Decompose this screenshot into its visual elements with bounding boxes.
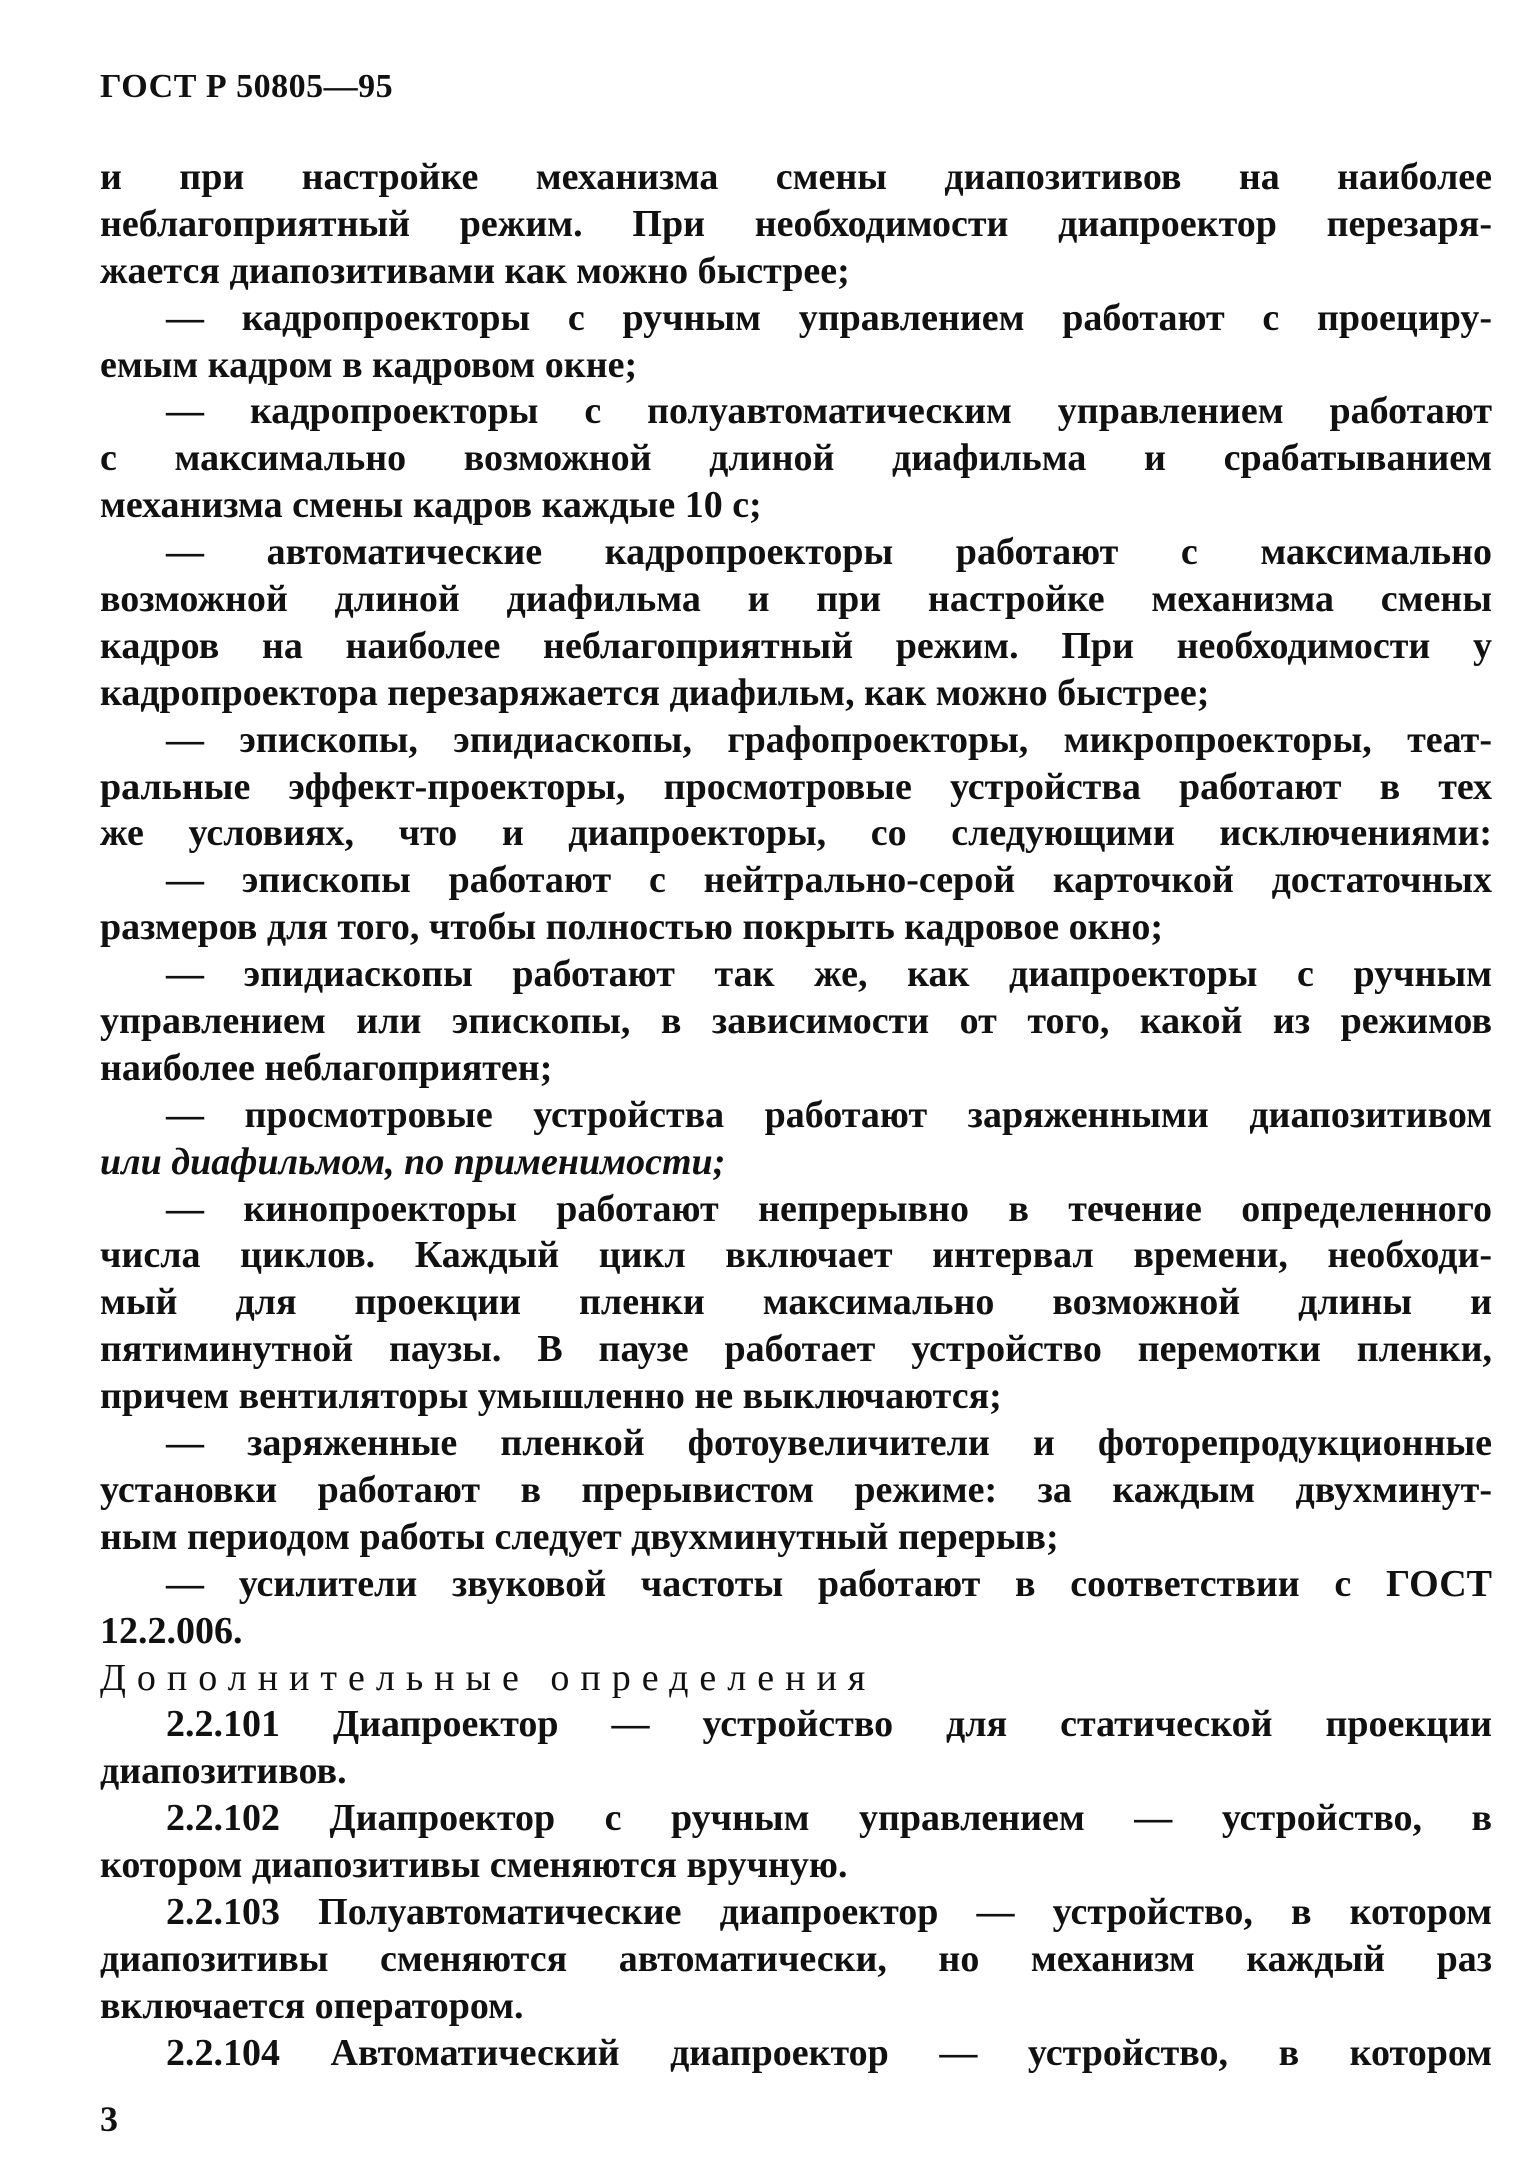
page-number: 3: [100, 2099, 118, 2139]
text-line: управлением или эпископы, в зависимости от того, какой из режимов: [100, 1000, 1492, 1043]
text-line: механизма смены кадров каждые 10 с;: [100, 484, 762, 527]
text-line: возможной длиной диафильма и при настройке механизма смены: [100, 578, 1492, 621]
text-line: 12.2.006.: [100, 1609, 243, 1652]
text-line: мый для проекции пленки максимально возможной длины и: [100, 1281, 1492, 1324]
text-line: же условиях, что и диапроекторы, со следующими исключениями:: [100, 812, 1492, 855]
text-line: кадров на наиболее неблагоприятный режим. При необходимости у: [100, 624, 1492, 667]
text-line: — кадропроекторы с полуавтоматическим управлением работают: [166, 390, 1492, 433]
text-line: наиболее неблагоприятен;: [100, 1046, 553, 1089]
text-line: — эпископы работают с нейтрально-серой карточкой достаточных: [166, 859, 1492, 902]
text-line: числа циклов. Каждый цикл включает интервал времени, необходи-: [100, 1234, 1492, 1277]
text-line: жается диапозитивами как можно быстрее;: [100, 249, 850, 292]
document-header: ГОСТ Р 50805—95: [100, 68, 394, 105]
text-line: 2.2.101 Диапроектор — устройство для статической проекции: [166, 1703, 1492, 1746]
text-line: 2.2.104 Автоматический диапроектор — устройство, в котором: [166, 2031, 1492, 2074]
text-line: 2.2.103 Полуавтоматические диапроектор — устройство, в котором: [166, 1890, 1492, 1933]
text-line: — автоматические кадропроекторы работают с максимально: [166, 531, 1492, 574]
text-line: и при настройке механизма смены диапозитивов на наиболее: [100, 156, 1492, 198]
text-line: — просмотровые устройства работают заряженными диапозитивом: [166, 1093, 1492, 1136]
text-line: — заряженные пленкой фотоувеличители и фоторепродукционные: [166, 1422, 1492, 1465]
section-heading: Дополнительные определения: [100, 1656, 877, 1699]
text-line: с максимально возможной длиной диафильма и срабатыванием: [100, 437, 1492, 480]
text-line: пятиминутной паузы. В паузе работает устройство перемотки пленки,: [100, 1328, 1492, 1371]
text-line: ным периодом работы следует двухминутный перерыв;: [100, 1515, 1059, 1558]
text-line: емым кадром в кадровом окне;: [100, 343, 638, 386]
text-line: — усилители звуковой частоты работают в соответствии с ГОСТ: [166, 1562, 1492, 1605]
text-line: или диафильмом, по применимости;: [100, 1140, 726, 1183]
text-line: ральные эффект-проекторы, просмотровые устройства работают в тех: [100, 765, 1492, 808]
text-line: размеров для того, чтобы полностью покрыть кадровое окно;: [100, 906, 1164, 949]
text-line: установки работают в прерывистом режиме: за каждым двухминут-: [100, 1468, 1492, 1511]
text-line: — кинопроекторы работают непрерывно в течение определенного: [166, 1187, 1492, 1230]
text-line: диапозитивы сменяются автоматически, но механизм каждый раз: [100, 1937, 1492, 1980]
text-line: причем вентиляторы умышленно не выключаются;: [100, 1375, 1002, 1418]
text-line: кадропроектора перезаряжается диафильм, как можно быстрее;: [100, 671, 1210, 714]
text-line: диапозитивов.: [100, 1750, 347, 1793]
text-line: — эпископы, эпидиаскопы, графопроекторы, микропроекторы, теат-: [166, 718, 1492, 761]
text-line: — кадропроекторы с ручным управлением работают с проециру-: [166, 296, 1492, 339]
text-line: неблагоприятный режим. При необходимости диапроектор перезаря-: [100, 202, 1492, 245]
document-body: [100, 154, 1492, 2077]
text-line: включается оператором.: [100, 1984, 524, 2027]
text-line: 2.2.102 Диапроектор с ручным управлением — устройство, в: [166, 1797, 1492, 1840]
text-line: — эпидиаскопы работают так же, как диапроекторы с ручным: [166, 953, 1492, 996]
text-line: котором диапозитивы сменяются вручную.: [100, 1844, 848, 1887]
